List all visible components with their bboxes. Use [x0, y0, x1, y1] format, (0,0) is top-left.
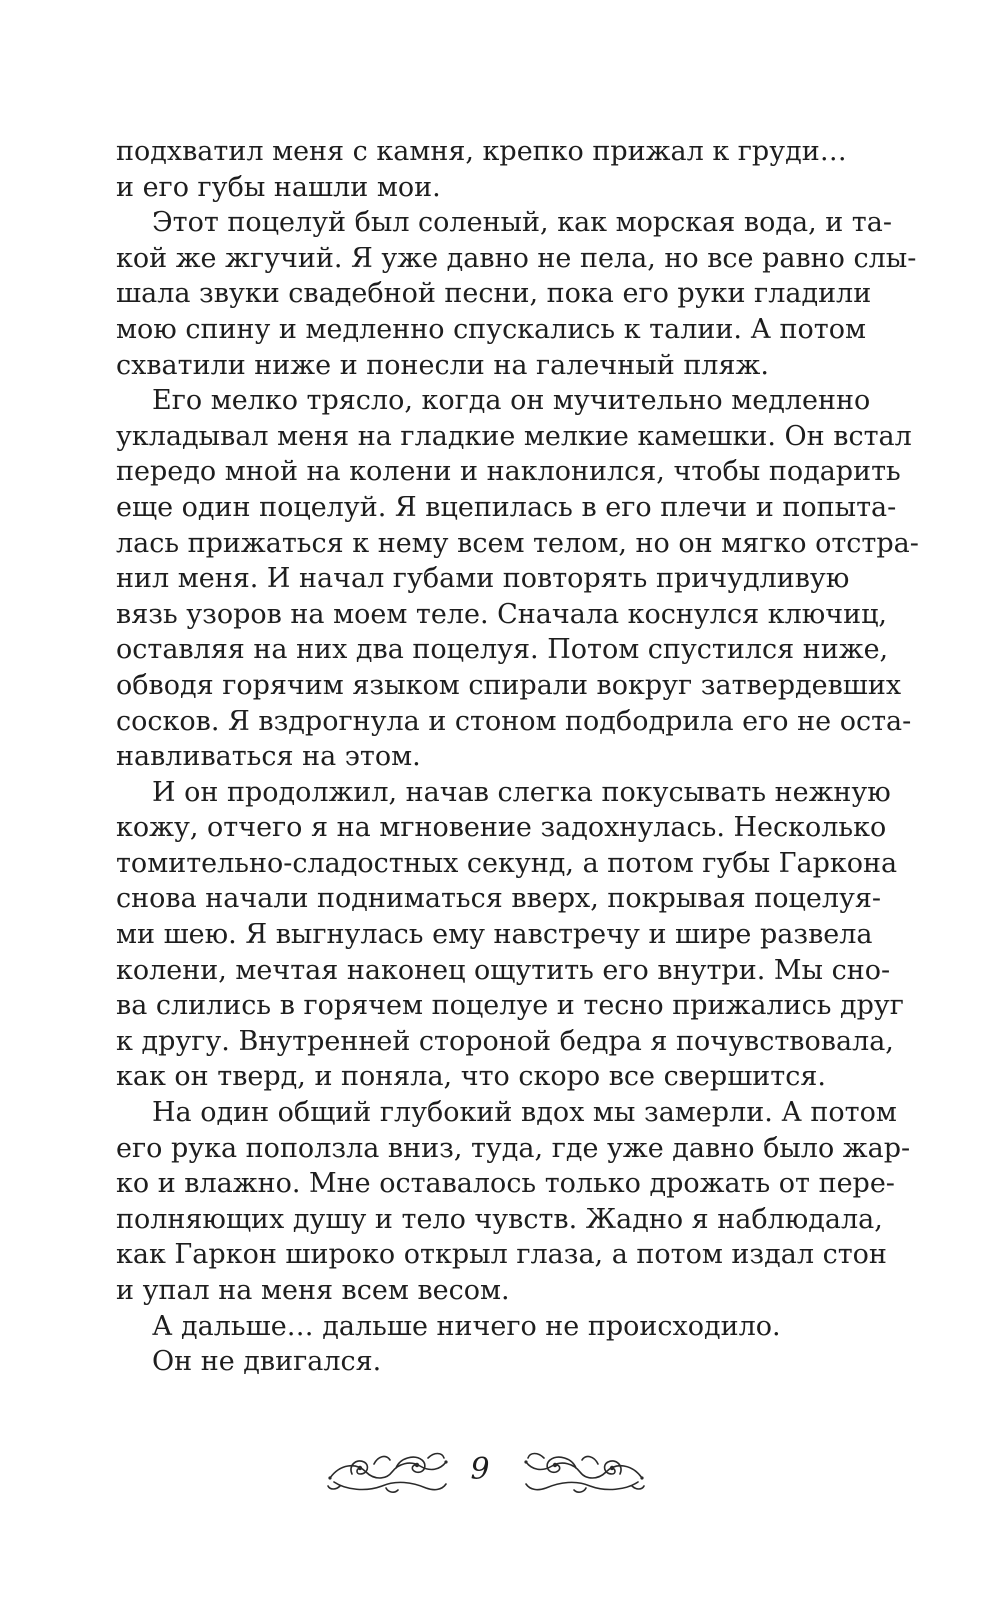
- text-line: лась прижаться к нему всем телом, но он мягко отстра-: [116, 527, 919, 559]
- text-line: полняющих душу и тело чувств. Жадно я наблюдала,: [116, 1203, 883, 1235]
- flourish-ornament-icon: [522, 1444, 646, 1496]
- text-line: ко и влажно. Мне оставалось только дрожать от пере-: [116, 1168, 895, 1200]
- text-line: сосков. Я вздрогнула и стоном подбодрила его не оста-: [116, 705, 912, 737]
- text-line: ва слились в горячем поцелуе и тесно прижались друг: [116, 990, 904, 1022]
- text-line: Этот поцелуй был соленый, как морская вода, и та-: [152, 207, 892, 239]
- text-line: обводя горячим языком спирали вокруг затвердевших: [116, 669, 902, 701]
- text-line: Он не двигался.: [152, 1346, 382, 1378]
- text-line: и упал на меня всем весом.: [116, 1275, 510, 1306]
- text-line: колени, мечтая наконец ощутить его внутри. Мы сно-: [116, 954, 891, 986]
- text-line: еще один поцелуй. Я вцепилась в его плечи и попыта-: [116, 491, 897, 523]
- text-line: подхватил меня с камня, крепко прижал к груди…: [116, 136, 847, 167]
- text-line: кожу, отчего я на мгновение задохнулась. Несколько: [116, 812, 887, 844]
- text-line: мою спину и медленно спускались к талии. А потом: [116, 313, 866, 345]
- text-line: как Гаркон широко открыл глаза, а потом издал стон: [116, 1239, 887, 1271]
- text-line: томительно-сладостных секунд, а потом губы Гаркона: [116, 847, 898, 879]
- text-line: передо мной на колени и наклонился, чтобы подарить: [116, 456, 901, 488]
- text-line: шала звуки свадебной песни, пока его руки гладили: [116, 278, 872, 310]
- text-line: снова начали подниматься вверх, покрывая поцелуя-: [116, 883, 882, 915]
- page-footer: [0, 1440, 1000, 1500]
- text-line: укладывал меня на гладкие мелкие камешки. Он встал: [116, 420, 912, 452]
- text-line: оставляя на них два поцелуя. Потом спустился ниже,: [116, 634, 889, 666]
- text-line: вязь узоров на моем теле. Сначала коснулся ключиц,: [116, 598, 888, 630]
- text-line: Его мелко трясло, когда он мучительно медленно: [152, 385, 871, 417]
- text-line: ми шею. Я выгнулась ему навстречу и шире развела: [116, 919, 873, 951]
- text-line: и его губы нашли мои.: [116, 171, 441, 203]
- text-line: нил меня. И начал губами повторять причудливую: [116, 563, 850, 595]
- text-line: кой же жгучий. Я уже давно не пела, но все равно слы-: [116, 242, 917, 274]
- text-line: как он тверд, и поняла, что скоро все свершится.: [116, 1061, 826, 1093]
- text-line: схватили ниже и понесли на галечный пляж.: [116, 349, 769, 381]
- page-number: 9: [470, 1452, 490, 1487]
- text-line: И он продолжил, начав слегка покусывать нежную: [152, 776, 891, 808]
- text-line: А дальше… дальше ничего не происходило.: [152, 1310, 781, 1342]
- text-line: его рука поползла вниз, туда, где уже давно было жар-: [116, 1132, 911, 1164]
- text-line: На один общий глубокий вдох мы замерли. А потом: [152, 1097, 897, 1129]
- page-body-text: [116, 134, 919, 1380]
- flourish-ornament-icon: [326, 1444, 450, 1496]
- text-line: навливаться на этом.: [116, 741, 421, 773]
- text-line: к другу. Внутренней стороной бедра я почувствовала,: [116, 1025, 894, 1057]
